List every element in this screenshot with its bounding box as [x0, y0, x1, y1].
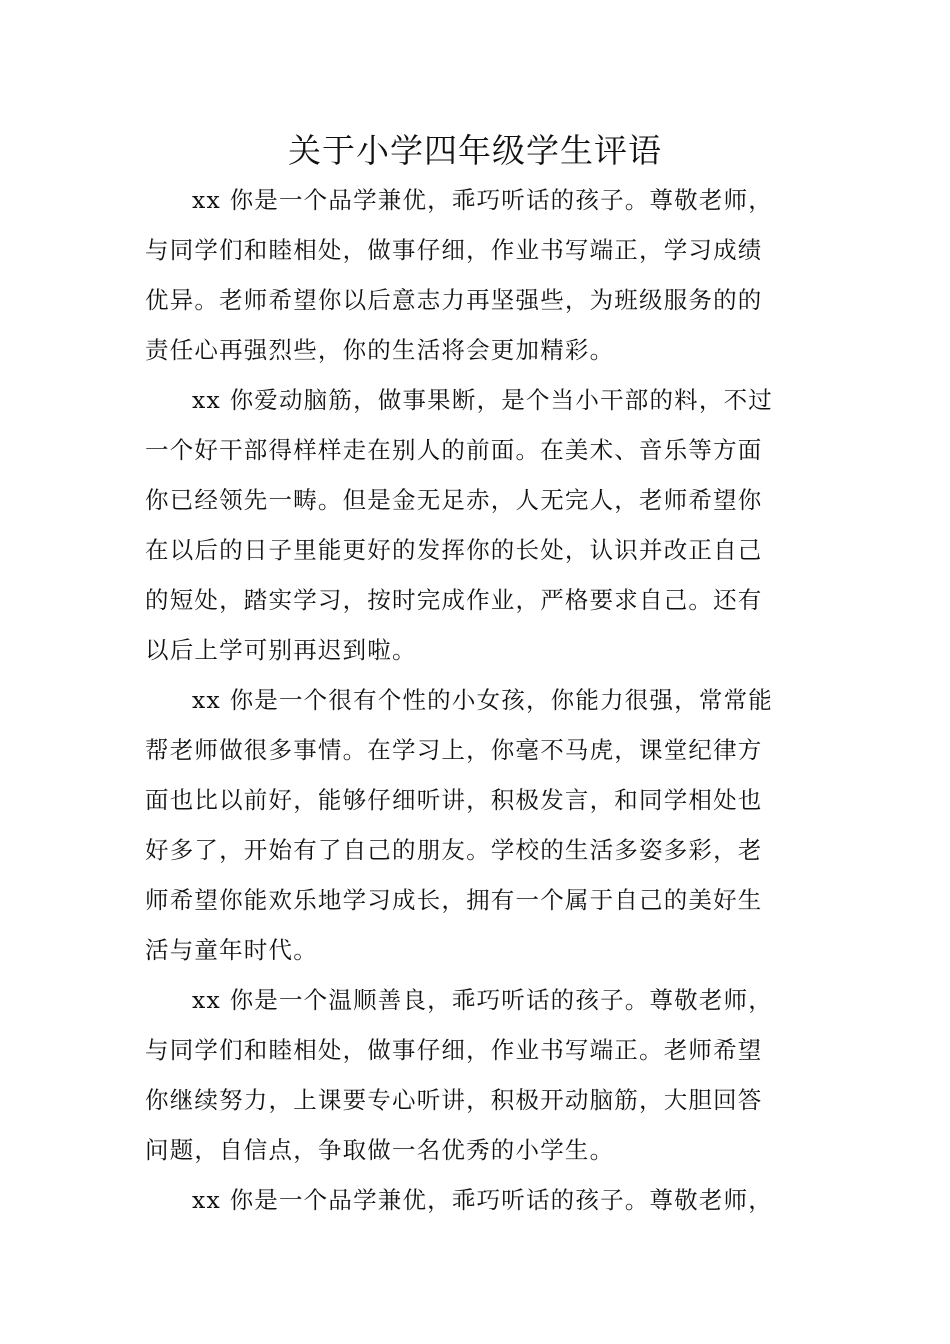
paragraph-line: 师希望你能欢乐地学习成长，拥有一个属于自己的美好生 — [145, 886, 763, 914]
paragraph-line: 好多了，开始有了自己的朋友。学校的生活多姿多彩，老 — [145, 836, 763, 864]
document-body — [145, 175, 807, 1225]
paragraph-5 — [145, 1175, 807, 1225]
paragraph-4 — [145, 975, 807, 1175]
paragraph-line: 以后上学可别再迟到啦。 — [145, 636, 417, 664]
paragraph-line: 在以后的日子里能更好的发挥你的长处，认识并改正自己 — [145, 536, 763, 564]
paragraph-line: 与同学们和睦相处，做事仔细，作业书写端正，学习成绩 — [145, 236, 763, 264]
paragraph-line: xx 你是一个很有个性的小女孩，你能力很强，常常能 — [192, 686, 773, 714]
paragraph-line: 责任心再强烈些，你的生活将会更加精彩。 — [145, 336, 615, 364]
paragraph-line: 一个好干部得样样走在别人的前面。在美术、音乐等方面 — [145, 436, 763, 464]
paragraph-line: 你继续努力，上课要专心听讲，积极开动脑筋，大胆回答 — [145, 1086, 763, 1114]
paragraph-line: xx 你爱动脑筋，做事果断，是个当小干部的料，不过 — [192, 386, 773, 414]
paragraph-line: 的短处，踏实学习，按时完成作业，严格要求自己。还有 — [145, 586, 763, 614]
paragraph-2 — [145, 375, 807, 675]
paragraph-1 — [145, 175, 807, 375]
paragraph-line: xx 你是一个温顺善良，乖巧听话的孩子。尊敬老师， — [192, 986, 773, 1014]
paragraph-line: 活与童年时代。 — [145, 936, 318, 964]
paragraph-line: 与同学们和睦相处，做事仔细，作业书写端正。老师希望 — [145, 1036, 763, 1064]
paragraph-line: xx 你是一个品学兼优，乖巧听话的孩子。尊敬老师， — [192, 186, 773, 214]
paragraph-3 — [145, 675, 807, 975]
paragraph-line: 问题，自信点，争取做一名优秀的小学生。 — [145, 1136, 615, 1164]
paragraph-line: 帮老师做很多事情。在学习上，你毫不马虎，课堂纪律方 — [145, 736, 763, 764]
paragraph-line: 优异。老师希望你以后意志力再坚强些，为班级服务的的 — [145, 286, 763, 314]
document-title: 关于小学四年级学生评语 — [288, 131, 662, 170]
paragraph-line: 面也比以前好，能够仔细听讲，积极发言，和同学相处也 — [145, 786, 763, 814]
paragraph-line: 你已经领先一畴。但是金无足赤，人无完人，老师希望你 — [145, 486, 763, 514]
paragraph-line: xx 你是一个品学兼优，乖巧听话的孩子。尊敬老师， — [192, 1186, 773, 1214]
